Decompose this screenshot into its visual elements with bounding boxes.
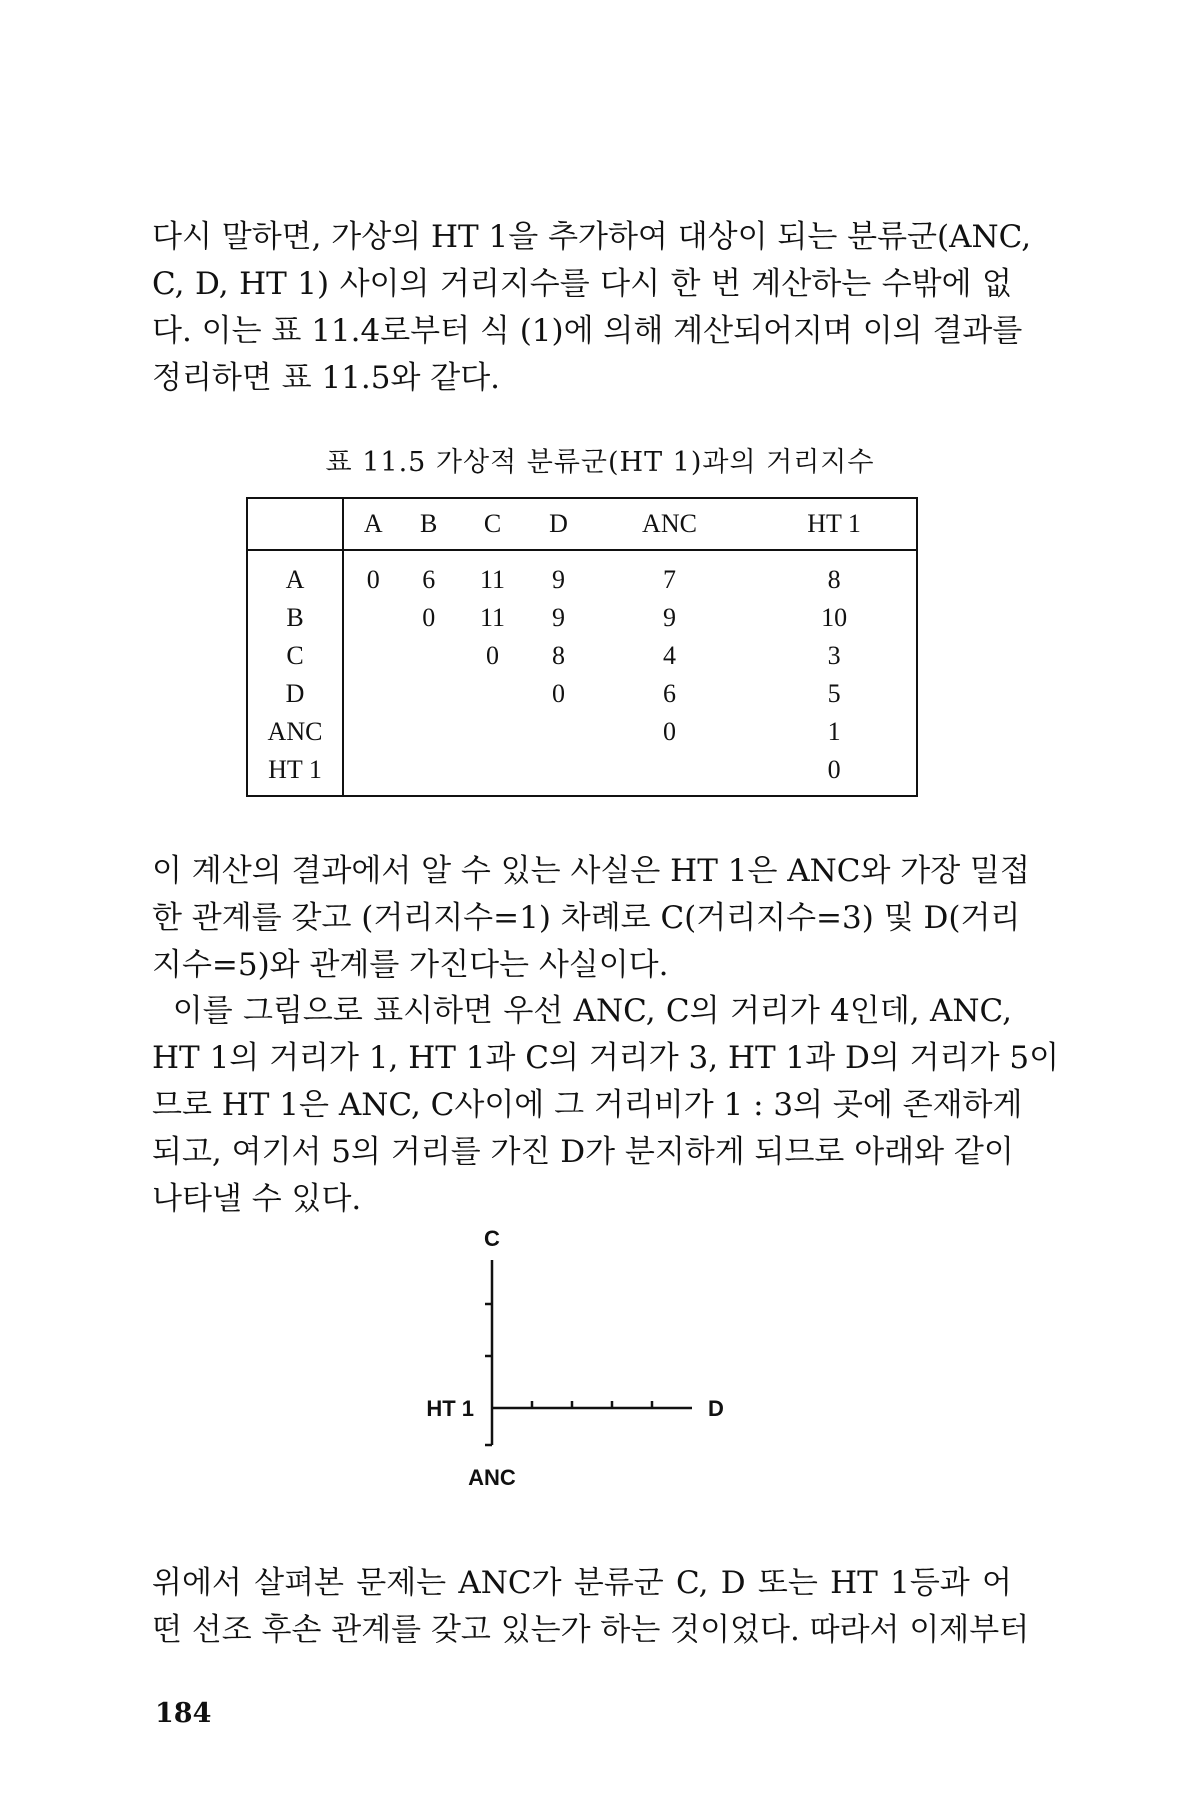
table-cell <box>455 751 530 796</box>
column-header: HT 1 <box>752 498 917 550</box>
table-cell: 1 <box>827 717 841 746</box>
table-corner-cell <box>247 498 343 550</box>
row-header: HT 1 <box>247 751 343 796</box>
column-header: ANC <box>587 498 752 550</box>
table-cell: 5 <box>827 679 841 708</box>
column-header: C <box>455 498 530 550</box>
table-cell <box>530 713 587 751</box>
table-caption: 표 11.5 가상적 분류군(HT 1)과의 거리지수 <box>325 447 875 478</box>
diagram-label-d: D <box>708 1396 724 1421</box>
table-cell: 9 <box>552 603 566 632</box>
table-cell: 0 <box>552 679 566 708</box>
table-cell: 0 <box>827 755 841 784</box>
table-cell: 4 <box>663 641 676 670</box>
row-header: A <box>247 550 343 599</box>
table-cell: 9 <box>663 603 676 632</box>
table-cell: 6 <box>663 679 676 708</box>
table-cell <box>343 713 403 751</box>
text-line: 이를 그림으로 표시하면 우선 ANC, C의 거리가 4인데, ANC, <box>152 993 1012 1029</box>
table-row <box>247 713 917 751</box>
table-cell <box>403 675 455 713</box>
table-row <box>247 599 917 637</box>
row-header: B <box>247 599 343 637</box>
column-header: D <box>530 498 587 550</box>
text-line: 위에서 살펴본 문제는 ANC가 분류군 C, D 또는 HT 1등과 어 <box>152 1565 1012 1601</box>
distance-diagram <box>380 1220 800 1520</box>
diagram-label-c: C <box>484 1226 500 1251</box>
table-cell <box>455 713 530 751</box>
table-cell: 10 <box>821 603 848 632</box>
distance-table <box>246 497 918 797</box>
text-line: 다. 이는 표 11.4로부터 식 (1)에 의해 계산되어지며 이의 결과를 <box>152 313 1023 349</box>
text-line: 지수=5)와 관계를 가진다는 사실이다. <box>152 947 669 983</box>
table-cell: 6 <box>422 565 436 594</box>
table-body <box>247 550 917 796</box>
table-cell: 0 <box>663 717 676 746</box>
diagram-label-anc: ANC <box>468 1465 516 1490</box>
text-line: HT 1의 거리가 1, HT 1과 C의 거리가 3, HT 1과 D의 거리가 5이 <box>152 1040 1060 1076</box>
table-cell <box>343 751 403 796</box>
table-cell <box>403 751 455 796</box>
table-row <box>247 675 917 713</box>
table-row <box>247 637 917 675</box>
page-number: 184 <box>155 1698 212 1729</box>
table-cell: 0 <box>366 565 380 594</box>
table-cell: 8 <box>827 565 841 594</box>
diagram-label-ht1: HT 1 <box>426 1396 474 1421</box>
table-cell: 9 <box>552 565 566 594</box>
table-cell: 11 <box>480 603 506 632</box>
paragraph-closing <box>152 1560 1030 1654</box>
paragraph-figure-description <box>152 988 1060 1223</box>
text-line: 다시 말하면, 가상의 HT 1을 추가하여 대상이 되는 분류군(ANC, <box>152 219 1032 255</box>
text-line: 한 관계를 갖고 (거리지수=1) 차례로 C(거리지수=3) 및 D(거리 <box>152 900 1021 936</box>
row-header: C <box>247 637 343 675</box>
table-row <box>247 751 917 796</box>
table-cell: 3 <box>827 641 841 670</box>
column-header: B <box>403 498 455 550</box>
table-cell <box>403 713 455 751</box>
text-line: C, D, HT 1) 사이의 거리지수를 다시 한 번 계산하는 수밖에 없 <box>152 266 1012 302</box>
text-line: 이 계산의 결과에서 알 수 있는 사실은 HT 1은 ANC와 가장 밀접 <box>152 853 1030 889</box>
table-header-row <box>247 498 917 550</box>
row-header: ANC <box>247 713 343 751</box>
table-cell <box>343 675 403 713</box>
table-cell <box>530 751 587 796</box>
table-cell <box>587 751 752 796</box>
column-header: A <box>343 498 403 550</box>
paragraph-result <box>152 848 1030 989</box>
table-cell: 7 <box>663 565 676 594</box>
table-cell: 8 <box>552 641 566 670</box>
paragraph-intro <box>152 214 1032 402</box>
text-line: 므로 HT 1은 ANC, C사이에 그 거리비가 1 : 3의 곳에 존재하게 <box>152 1087 1023 1123</box>
row-header: D <box>247 675 343 713</box>
text-line: 정리하면 표 11.5와 같다. <box>152 360 501 396</box>
table-cell <box>455 675 530 713</box>
table-cell <box>343 599 403 637</box>
table-cell: 11 <box>480 565 506 594</box>
table-cell <box>403 637 455 675</box>
table-row <box>247 550 917 599</box>
table-cell: 0 <box>486 641 500 670</box>
table-cell: 0 <box>422 603 436 632</box>
text-line: 나타낼 수 있다. <box>152 1181 362 1217</box>
text-line: 되고, 여기서 5의 거리를 가진 D가 분지하게 되므로 아래와 같이 <box>152 1134 1014 1170</box>
text-line: 떤 선조 후손 관계를 갖고 있는가 하는 것이었다. 따라서 이제부터 <box>152 1612 1030 1648</box>
table-cell <box>343 637 403 675</box>
